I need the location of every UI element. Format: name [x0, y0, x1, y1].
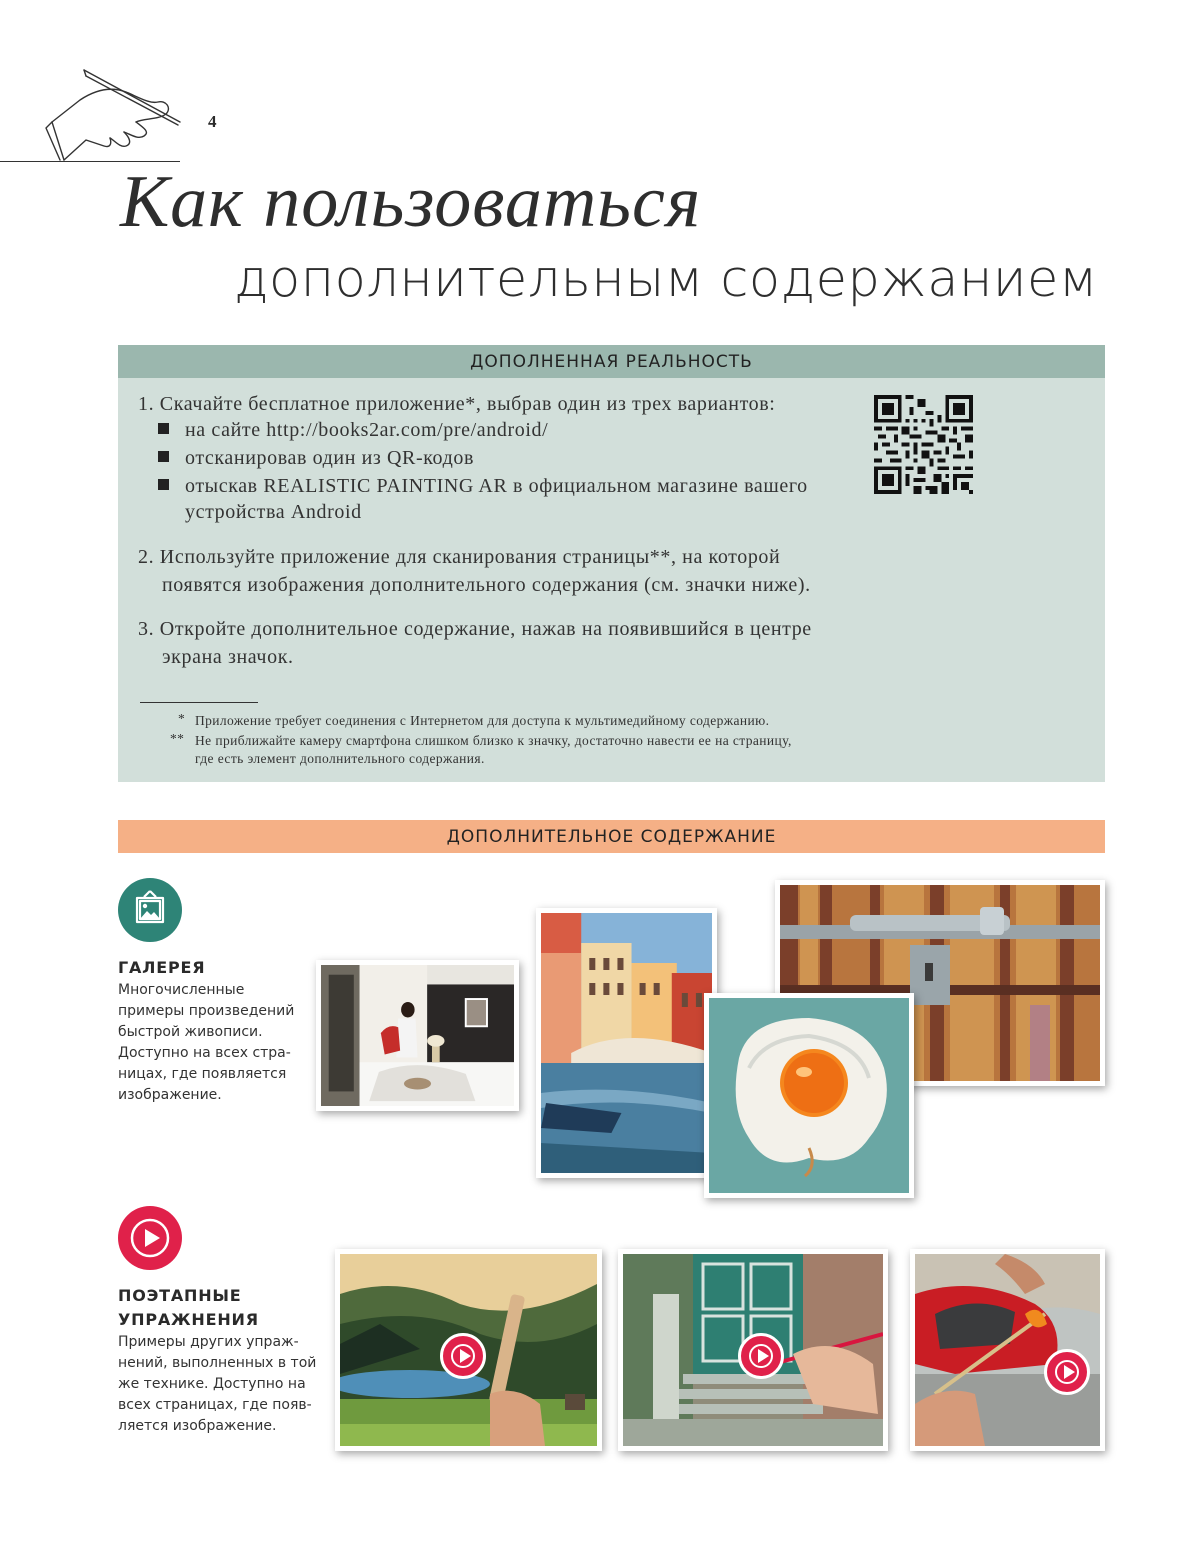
video-thumb-landscape[interactable]: [335, 1249, 602, 1451]
ar-step-2-line1: 2. Используйте приложение для сканирования страницы**, на которой: [138, 546, 781, 568]
bullet-icon: [158, 479, 169, 490]
video-thumb-building[interactable]: [618, 1249, 888, 1451]
exercises-desc-2: нений, выполненных в той: [118, 1355, 317, 1371]
gallery-desc-4: Доступно на всех стра-: [118, 1045, 291, 1061]
bullet-icon: [158, 451, 169, 462]
hand-with-pencil-icon: [40, 62, 190, 162]
gallery-desc-5: ницах, где появляется: [118, 1066, 287, 1082]
ar-bullet-2: отсканировав один из QR-кодов: [185, 447, 474, 469]
gallery-desc-6: изображение.: [118, 1087, 222, 1103]
footnote-2-line1: Не приближайте камеру смартфона слишком близко к значку, достаточно навести ее на страницу,: [195, 733, 792, 748]
gallery-photo-bedroom: [316, 960, 519, 1111]
ar-step-2-line2: появятся изображения дополнительного содержания (см. значки ниже).: [162, 574, 811, 596]
extra-heading: ДОПОЛНИТЕЛЬНОЕ СОДЕРЖАНИЕ: [118, 820, 1105, 853]
exercises-title-2: УПРАЖНЕНИЯ: [118, 1310, 259, 1329]
gallery-title: ГАЛЕРЕЯ: [118, 958, 206, 977]
page-title-script: Как пользоваться: [120, 161, 702, 243]
gallery-photo-venice: [536, 908, 717, 1178]
ar-step-1: 1. Скачайте бесплатное приложение*, выбрав один из трех вариантов:: [138, 393, 776, 415]
play-button[interactable]: [1044, 1349, 1090, 1395]
ar-heading: ДОПОЛНЕННАЯ РЕАЛЬНОСТЬ: [118, 345, 1105, 378]
ar-bullet-3-cont: устройства Android: [185, 501, 362, 523]
ar-bullet-3: отыскав REALISTIC PAINTING AR в официальном магазине вашего: [185, 475, 808, 497]
ar-step-3-line2: экрана значок.: [162, 646, 294, 668]
footnote-rule: [140, 702, 258, 703]
exercises-desc-5: ляется изображение.: [118, 1418, 277, 1434]
page-title-sub: дополнительным содержанием: [234, 250, 1098, 309]
gallery-photo-egg: [704, 993, 914, 1198]
footnote-1: Приложение требует соединения с Интернетом для доступа к мультимедийному содержанию.: [195, 713, 770, 728]
play-icon: [118, 1206, 182, 1270]
play-button[interactable]: [440, 1333, 486, 1379]
exercises-desc-3: же технике. Доступно на: [118, 1376, 306, 1392]
exercises-desc-1: Примеры других упраж-: [118, 1334, 299, 1350]
footnote-1-mark: *: [178, 711, 186, 726]
exercises-desc-4: всех страницах, где появ-: [118, 1397, 312, 1413]
gallery-desc-1: Многочисленные: [118, 982, 245, 998]
page-number: 4: [208, 112, 217, 131]
ar-bullet-1: на сайте http://books2ar.com/pre/android/: [185, 419, 549, 441]
play-button[interactable]: [738, 1333, 784, 1379]
gallery-desc-2: примеры произведений: [118, 1003, 295, 1019]
exercises-title-1: ПОЭТАПНЫЕ: [118, 1286, 242, 1305]
image-gallery-icon: [118, 878, 182, 942]
qr-code-icon[interactable]: [874, 395, 973, 494]
video-thumb-car[interactable]: [910, 1249, 1105, 1451]
ar-step-3-line1: 3. Откройте дополнительное содержание, нажав на появившийся в центре: [138, 618, 812, 640]
bullet-icon: [158, 423, 169, 434]
footnote-2-mark: **: [170, 731, 185, 746]
footnote-2-line2: где есть элемент дополнительного содержания.: [195, 751, 485, 766]
gallery-desc-3: быстрой живописи.: [118, 1024, 263, 1040]
